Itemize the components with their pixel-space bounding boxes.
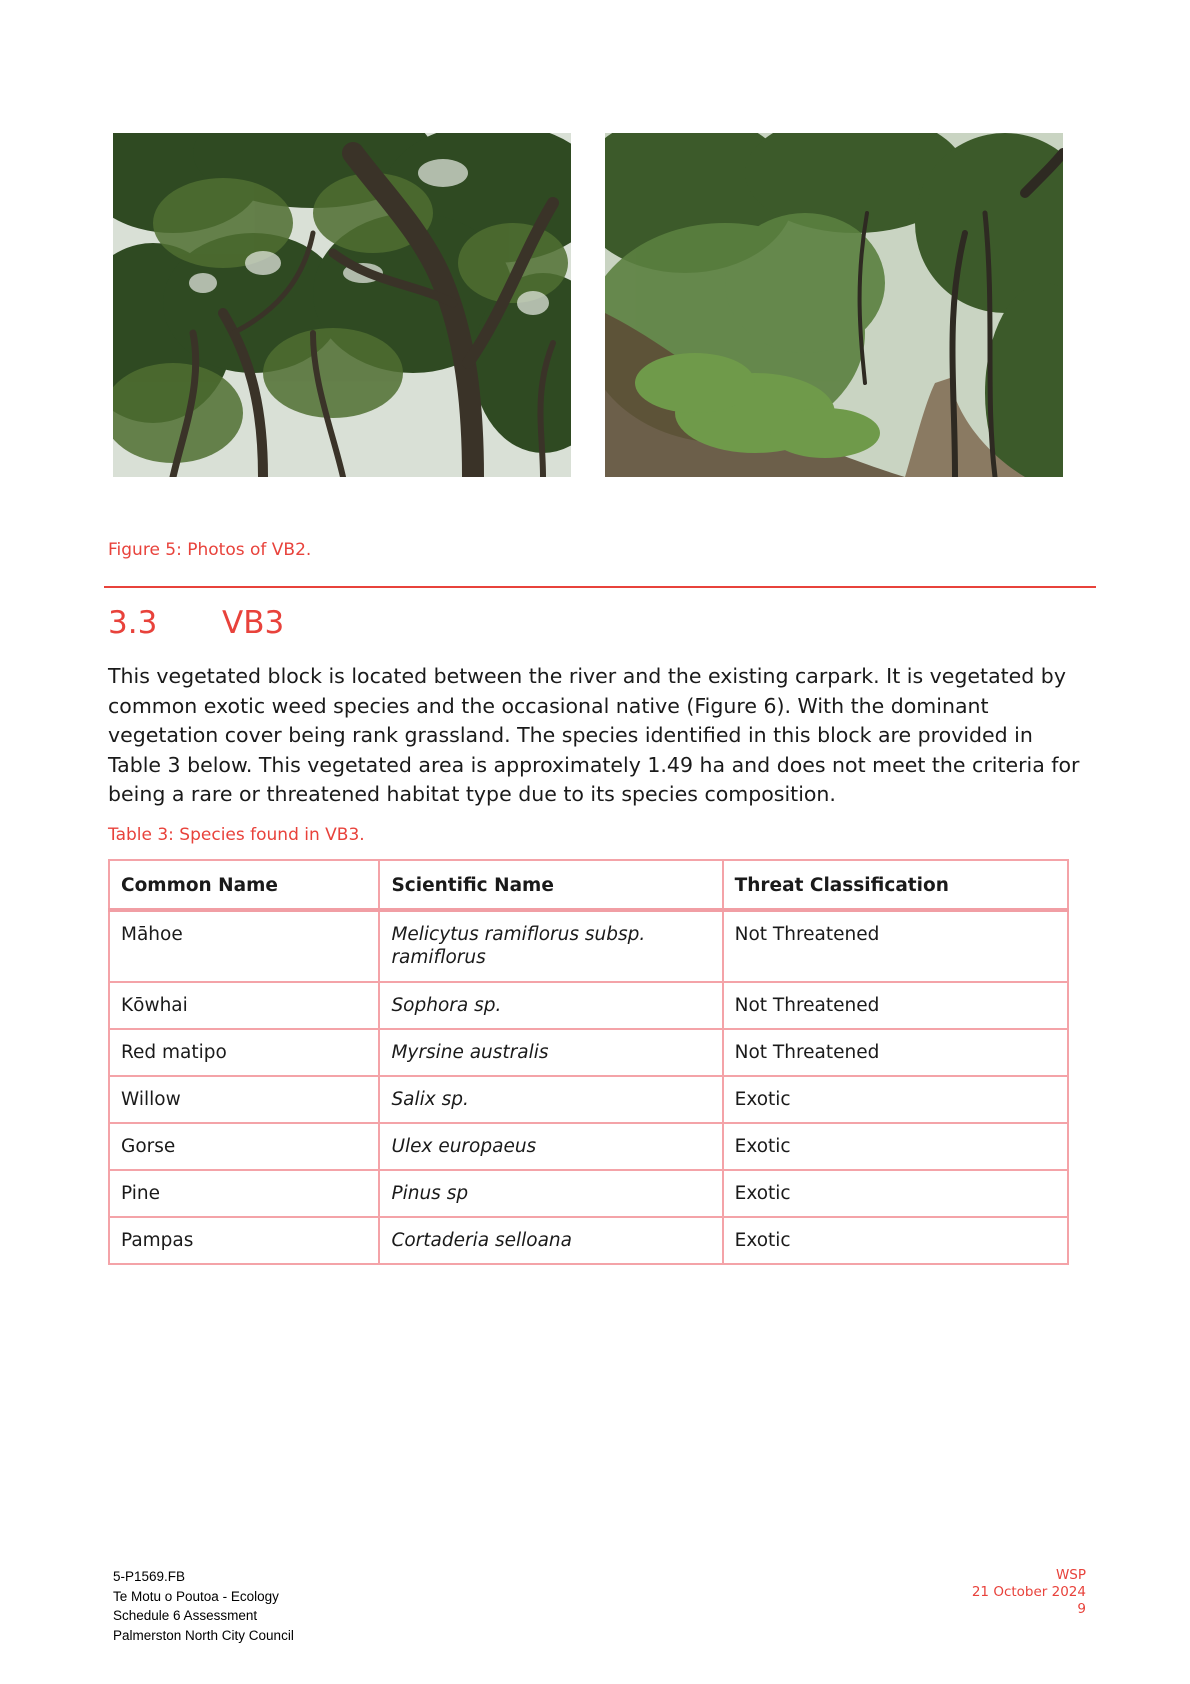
table-row — [109, 910, 1068, 982]
footer-client: Palmerston North City Council — [113, 1627, 294, 1643]
table-row — [109, 1217, 1068, 1264]
cell-scientific-name: Sophora sp. — [379, 982, 722, 1029]
table-row — [109, 1123, 1068, 1170]
footer-report-title: Schedule 6 Assessment — [113, 1608, 258, 1623]
table-row — [109, 1170, 1068, 1217]
cell-threat: Not Threatened — [723, 1029, 1068, 1076]
vb2-photo-track — [605, 133, 1063, 477]
cell-scientific-name: Myrsine australis — [379, 1029, 722, 1076]
cell-common-name: Gorse — [109, 1123, 379, 1170]
cell-threat: Exotic — [723, 1123, 1068, 1170]
header-scientific-name: Scientific Name — [379, 860, 722, 910]
footer-publisher-info — [972, 1567, 1086, 1618]
section-divider — [104, 586, 1096, 588]
figure-caption: Figure 5: Photos of VB2. — [108, 540, 312, 560]
table-row — [109, 1076, 1068, 1123]
table-row — [109, 982, 1068, 1029]
footer-project-code: 5-P1569.FB — [113, 1569, 186, 1584]
page-number: 9 — [1077, 1601, 1086, 1617]
cell-scientific-name: Salix sp. — [379, 1076, 722, 1123]
cell-threat: Exotic — [723, 1076, 1068, 1123]
cell-threat: Exotic — [723, 1217, 1068, 1264]
table-row — [109, 1029, 1068, 1076]
table-header-row — [109, 860, 1068, 910]
table-caption: Table 3: Species found in VB3. — [108, 825, 365, 845]
footer-project-name: Te Motu o Poutoa - Ecology — [113, 1588, 279, 1604]
cell-scientific-name: Pinus sp — [379, 1170, 722, 1217]
section-title: VB3 — [222, 605, 285, 641]
cell-common-name: Māhoe — [109, 910, 379, 982]
footer-document-info — [113, 1567, 294, 1645]
cell-threat: Exotic — [723, 1170, 1068, 1217]
header-common-name: Common Name — [109, 860, 379, 910]
section-paragraph: This vegetated block is located between the river and the existing carpark. It is vegetated by common exotic weed species and the occasional native (Figure 6). With the dominant vegetation cover being rank grassland. The species identified in this block are provided in Table 3 below. This vegetated area is approximately 1.49 ha and does not meet the criteria for being a rare or threatened habitat type due to its species composition. — [108, 664, 1080, 806]
cell-scientific-name: Ulex europaeus — [379, 1123, 722, 1170]
footer-company: WSP — [1055, 1567, 1086, 1583]
cell-common-name: Pine — [109, 1170, 379, 1217]
cell-scientific-name: Melicytus ramiflorus subsp. ramiflorus — [379, 910, 722, 982]
species-table — [108, 859, 1069, 1265]
section-heading — [108, 605, 284, 641]
cell-common-name: Red matipo — [109, 1029, 379, 1076]
section-number: 3.3 — [108, 605, 158, 641]
header-threat-classification: Threat Classification — [723, 860, 1068, 910]
cell-common-name: Pampas — [109, 1217, 379, 1264]
cell-scientific-name: Cortaderia selloana — [379, 1217, 722, 1264]
footer-date: 21 October 2024 — [971, 1584, 1086, 1600]
cell-threat: Not Threatened — [723, 910, 1068, 982]
cell-threat: Not Threatened — [723, 982, 1068, 1029]
cell-common-name: Willow — [109, 1076, 379, 1123]
cell-common-name: Kōwhai — [109, 982, 379, 1029]
vb2-photo-canopy — [113, 133, 571, 477]
